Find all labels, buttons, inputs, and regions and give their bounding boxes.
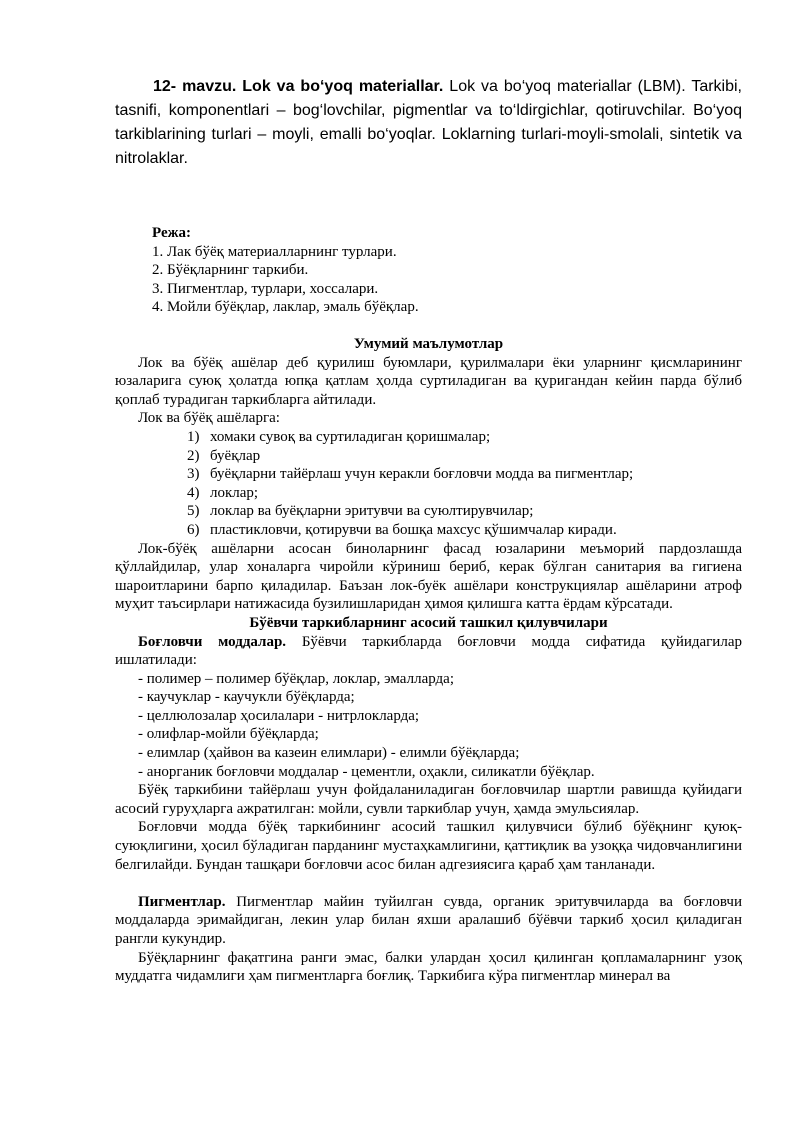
paragraph: Лок ва бўёқ ашёларга: (138, 410, 280, 427)
paragraph: Бўёқ таркибини тайёрлаш учун фойдаланиладиган боғловчилар шартли равишда қуйидаги асосий гуруҳларга ажратилган: мойли, сувли таркиблар учун, ҳамда эмульсиялар. (115, 782, 742, 817)
list-item (187, 447, 742, 466)
topic-intro-paragraph (115, 75, 742, 171)
pigments-text: Пигментлар майин туйилган сувда, органик эритувчиларда ва боғловчи моддаларда эримайдиган, лекин улар билан яхши аралашиб бўёвчи таркиб ҳосил қиладиган рангли кукундир. (115, 893, 742, 947)
materials-list (115, 428, 742, 540)
plan-item: 3. Пигментлар, турлари, хоссалари. (152, 280, 379, 297)
section-heading-components: Бўёвчи таркибларнинг асосий ташкил қилувчилари (249, 614, 608, 631)
blank-line (115, 874, 742, 893)
plan-item: 1. Лак бўёқ материалларнинг турлари. (152, 243, 397, 260)
list-text: буёқлар (210, 447, 261, 464)
binders-text: Бўёвчи таркибларда боғловчи модда сифатида қуйидагилар ишлатилади: (115, 633, 742, 669)
paragraph: Лок ва бўёқ ашёлар деб қурилиш буюмлари, қурилмалари ёки уларнинг қисмларининг юзаларига суюқ ҳолатда юпқа қатлам ҳолда суртиладиган ва қуригандан кейин парда бўлиб қоплаб турадиган таркибларга айтилади. (115, 354, 742, 408)
list-item (187, 428, 742, 447)
term-pigments: Пигментлар. (138, 893, 226, 910)
list-item (187, 465, 742, 484)
plan-title: Режа: (152, 225, 191, 241)
topic-title: 12- mavzu. Lok va bo‘yoq materiallar. (153, 78, 444, 95)
document-body (115, 335, 742, 986)
section-heading-general: Умумий маълумотлар (353, 336, 504, 352)
list-text: буёқларни тайёрлаш учун керакли боғловчи модда ва пигментлар; (210, 466, 634, 483)
list-item: - олифлар-мойли бўёқларда; (138, 726, 319, 743)
list-item: - елимлар (ҳайвон ва казеин елимлари) - елимли бўёқларда; (138, 745, 520, 762)
term-binders: Боғловчи моддалар. (138, 633, 287, 650)
list-number: 3) (187, 466, 200, 483)
plan-list (152, 243, 652, 317)
paragraph: Лок-бўёқ ашёларни асосан биноларнинг фасад юзаларини меъморий пардозлашда қўллайдилар, улар хоналарга чиройли кўриниш бериб, керак бўлган санитария ва гигиена шароитларини барпо қиладилар. Баъзан лок-буёк ашёлари конструкциялар ашёларини атроф муҳит таъсирлари натижасида бузилишларидан ҳимоя қилишга катта ёрдам кўрсатади. (115, 540, 742, 613)
list-text: локлар; (210, 484, 259, 501)
plan-section (152, 224, 652, 317)
plan-item: 4. Мойли бўёқлар, лаклар, эмаль бўёқлар. (152, 299, 419, 316)
list-item: - каучуклар - каучукли бўёқларда; (138, 689, 355, 706)
paragraph: Боғловчи модда бўёқ таркибининг асосий ташкил қилувчиси бўлиб бўёқнинг қуюқ-суюқлигини, ҳосил бўладиган парданинг мустаҳкамлигини, қаттиқлик ва узоққа чидовчанлигини белгилайди. Бундан ташқари боғловчи асос билан адгезиясига қараб ҳам танланади. (115, 819, 742, 873)
list-item: - целлюлозалар ҳосилалари - нитрлокларда; (138, 707, 420, 724)
list-item: - полимер – полимер бўёқлар, локлар, эмалларда; (138, 670, 454, 687)
list-number: 6) (187, 521, 200, 538)
binders-list (115, 670, 742, 782)
list-text: хомаки сувоқ ва суртиладиган қоришмалар; (210, 428, 491, 445)
paragraph-binders (115, 633, 742, 670)
list-number: 4) (187, 484, 200, 501)
list-text: пластикловчи, қотирувчи ва бошқа махсус қўшимчалар киради. (210, 521, 617, 538)
list-item (187, 502, 742, 521)
list-item: - анорганик боғловчи моддалар - цементли, оҳакли, силикатли бўёқлар. (138, 763, 595, 780)
list-number: 1) (187, 428, 200, 445)
plan-item: 2. Бўёқларнинг таркиби. (152, 262, 309, 279)
list-item (187, 484, 742, 503)
list-number: 2) (187, 447, 200, 464)
topic-description: Lok va bo‘yoq materiallar (LBM). Tarkibi, tasnifi, komponentlari – bog‘lovchilar, pigmentlar va to‘ldirgichlar, qotiruvchilar. Bo‘yoq tarkiblarining turlari – moyli, emalli bo‘yoqlar. Loklarning turlari-moyli-smolali, sintetik va nitrolaklar. (115, 78, 743, 167)
list-text: локлар ва буёқларни эритувчи ва суюлтирувчилар; (210, 503, 534, 520)
list-number: 5) (187, 503, 200, 520)
paragraph: Бўёқларнинг фақатгина ранги эмас, балки улардан ҳосил қилинган қопламаларнинг узоқ муддатга чидамлиги ҳам пигментларга боғлиқ. Таркибига кўра пигментлар минерал ва (115, 949, 742, 985)
paragraph-pigments (115, 893, 742, 949)
list-item (187, 521, 742, 540)
